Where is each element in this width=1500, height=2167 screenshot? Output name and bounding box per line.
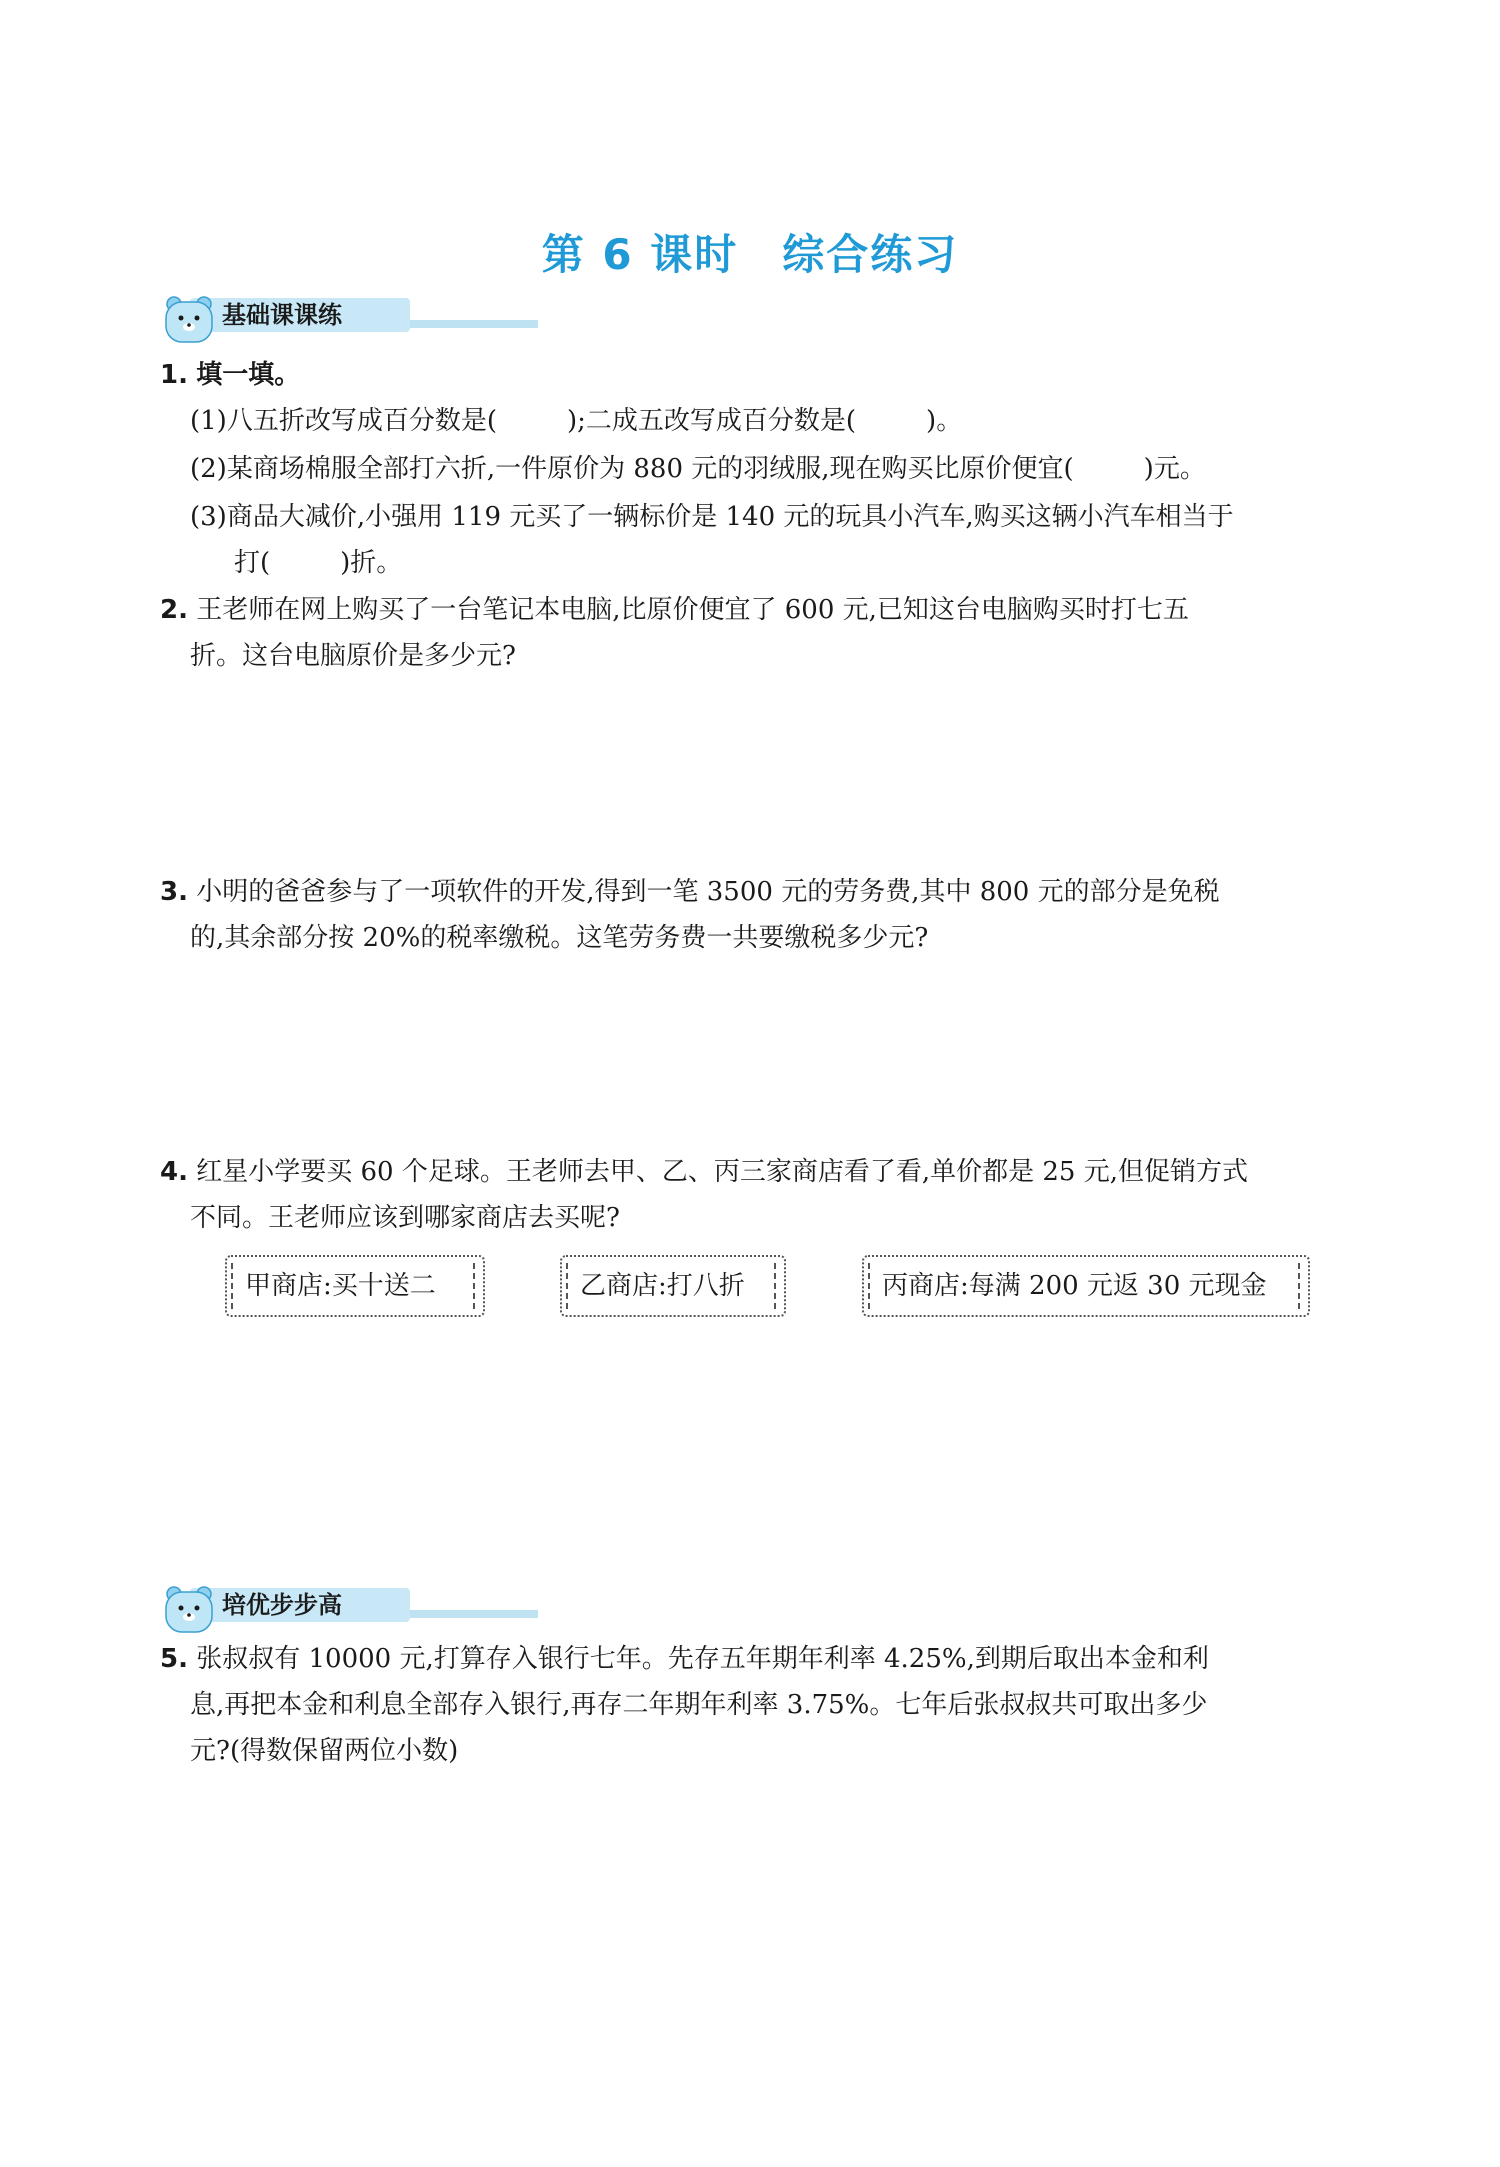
question-text: 的,其余部分按 20%的税率缴税。这笔劳务费一共要缴税多少元?: [190, 923, 929, 953]
question-4: [160, 1149, 1350, 1241]
sub-text: )折。: [340, 548, 403, 578]
question-1-part-2: [190, 446, 1350, 492]
question-text: 元?(得数保留两位小数): [190, 1736, 459, 1766]
question-1: [160, 352, 1350, 398]
question-number: 2.: [160, 595, 188, 625]
shop-card-yi: 乙商店:打八折: [560, 1255, 786, 1317]
question-number: 5.: [160, 1644, 188, 1674]
question-text: 王老师在网上购买了一台笔记本电脑,比原价便宜了 600 元,已知这台电脑购买时打七五: [196, 595, 1189, 625]
sub-text: (3)商品大减价,小强用 119 元买了一辆标价是 140 元的玩具小汽车,购买这辆小汽车相当于: [190, 502, 1234, 532]
sub-text: )。: [926, 406, 963, 436]
sub-text: );二成五改写成百分数是(: [566, 406, 857, 436]
sub-text: 打(: [234, 548, 271, 578]
question-1-part-3: [190, 494, 1350, 586]
shop-card-jia: 甲商店:买十送二: [225, 1255, 485, 1317]
question-text: 折。这台电脑原价是多少元?: [190, 641, 516, 671]
question-number: 1.: [160, 360, 188, 390]
sub-text: (1)八五折改写成百分数是(: [190, 406, 497, 436]
page-title: [0, 222, 1500, 282]
bear-icon: [160, 290, 218, 348]
lesson-number: 第 6 课时: [541, 230, 739, 279]
section-tag-advanced: [160, 1580, 390, 1638]
question-text: 小明的爸爸参与了一项软件的开发,得到一笔 3500 元的劳务费,其中 800 元的部分是免税: [196, 877, 1220, 907]
question-text: 填一填。: [196, 360, 301, 390]
bear-icon: [160, 1580, 218, 1638]
question-5: [160, 1636, 1350, 1774]
question-3: [160, 869, 1350, 961]
section-tag-basic: [160, 290, 390, 348]
section-label: 基础课课练: [222, 301, 342, 329]
question-number: 4.: [160, 1157, 188, 1187]
question-text: 息,再把本金和利息全部存入银行,再存二年期年利率 3.75%。七年后张叔叔共可取出多少: [190, 1690, 1208, 1720]
question-text: 红星小学要买 60 个足球。王老师去甲、乙、丙三家商店看了看,单价都是 25 元,但促销方式: [196, 1157, 1248, 1187]
lesson-name: 综合练习: [782, 230, 959, 279]
question-number: 3.: [160, 877, 188, 907]
section-label: 培优步步高: [222, 1591, 342, 1619]
shop-card-bing: 丙商店:每满 200 元返 30 元现金: [862, 1255, 1310, 1317]
question-1-part-1: [190, 398, 1350, 444]
question-text: 张叔叔有 10000 元,打算存入银行七年。先存五年期年利率 4.25%,到期后取出本金和利: [196, 1644, 1209, 1674]
sub-text: )元。: [1143, 454, 1206, 484]
question-2: [160, 587, 1350, 679]
question-text: 不同。王老师应该到哪家商店去买呢?: [190, 1203, 620, 1233]
sub-text: (2)某商场棉服全部打六折,一件原价为 880 元的羽绒服,现在购买比原价便宜(: [190, 454, 1074, 484]
